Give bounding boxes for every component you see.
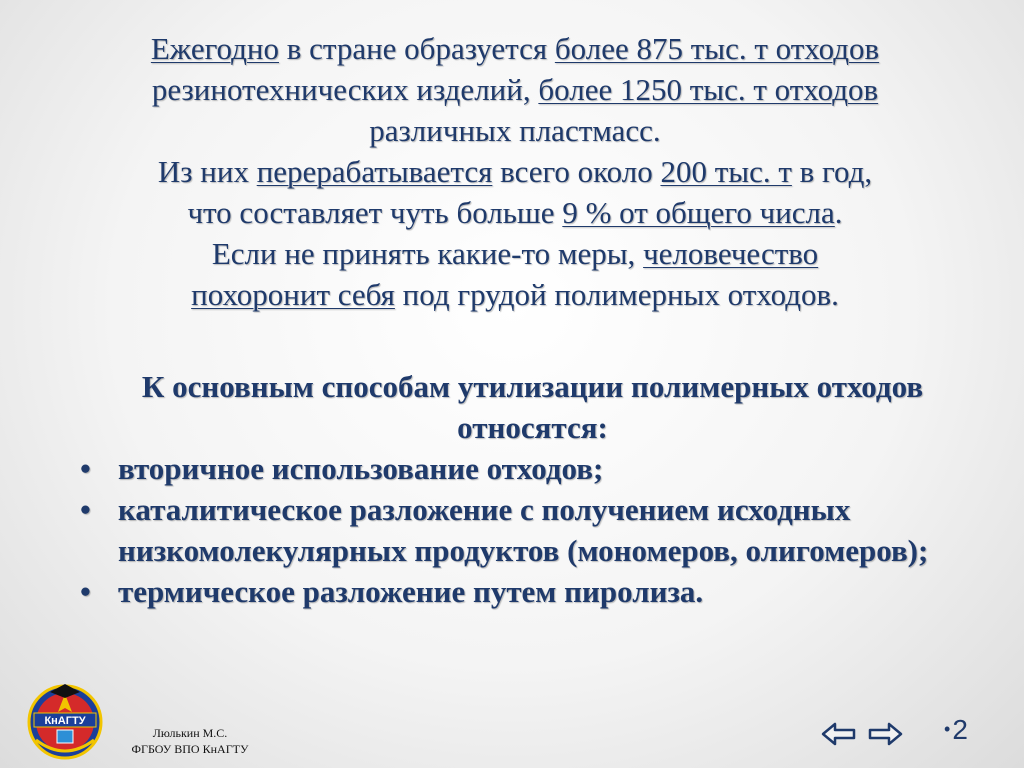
intro-line-1: [70, 28, 960, 69]
text-segment: в стране образуется: [279, 31, 555, 66]
list-item: [70, 489, 995, 571]
list-item-text: вторичное использование отходов;: [118, 451, 604, 486]
organization-name: ФГБОУ ВПО КнАГТУ: [131, 742, 249, 756]
logo-text: КнАГТУ: [44, 715, 86, 727]
text-9-percent: 9 % от общего числа: [562, 195, 835, 230]
right-arrow-icon[interactable]: [866, 719, 904, 749]
text-segment: Если не принять какие-то меры,: [211, 236, 644, 271]
list-item: [70, 571, 995, 612]
page-dot: •: [944, 719, 951, 739]
text-segment: .: [834, 195, 843, 230]
text-segment: что составляет чуть больше: [187, 195, 563, 230]
methods-section: [70, 366, 995, 612]
intro-line-5: [70, 192, 960, 233]
page-number: [944, 714, 968, 746]
text-segment: под грудой полимерных отходов.: [394, 277, 839, 312]
list-item: [70, 448, 995, 489]
text-bury-itself: похоронит себя: [191, 277, 395, 312]
left-arrow-icon[interactable]: [820, 719, 858, 749]
list-item-text: термическое разложение путем пиролиза.: [118, 574, 704, 609]
text-segment: всего около: [492, 154, 661, 189]
bullet: •: [80, 451, 91, 486]
text-recycled: перерабатывается: [256, 154, 493, 189]
list-item-text: каталитическое разложение с получением исходных низкомолекулярных продуктов (мономеров, олигомеров);: [118, 492, 929, 568]
text-humanity: человечество: [643, 236, 819, 271]
text-segment: в год,: [791, 154, 873, 189]
university-logo: [26, 680, 104, 760]
text-plastic-waste: более 1250 тыс. т отходов: [538, 72, 879, 107]
intro-line-2: [70, 69, 960, 110]
intro-line-4: [70, 151, 960, 192]
intro-line-7: [70, 274, 960, 315]
text-rubber-waste: более 875 тыс. т отходов: [554, 31, 880, 66]
methods-intro: К основным способам утилизации полимерных отходов относятся:: [141, 369, 924, 445]
bullet: •: [80, 574, 91, 609]
methods-list: [70, 448, 995, 612]
text-annually: Ежегодно: [150, 31, 279, 66]
bullet: •: [80, 492, 91, 527]
intro-paragraph: [70, 28, 960, 315]
page-number-value: 2: [952, 714, 968, 745]
intro-line-3: различных пластмасс.: [369, 113, 661, 148]
author-name: Люлькин М.С.: [152, 726, 228, 740]
text-200k: 200 тыс. т: [660, 154, 792, 189]
text-segment: резинотехнических изделий,: [151, 72, 539, 107]
intro-line-6: [70, 233, 960, 274]
text-segment: Из них: [157, 154, 257, 189]
author-block: [110, 725, 270, 757]
slide-navigation: [820, 714, 904, 754]
